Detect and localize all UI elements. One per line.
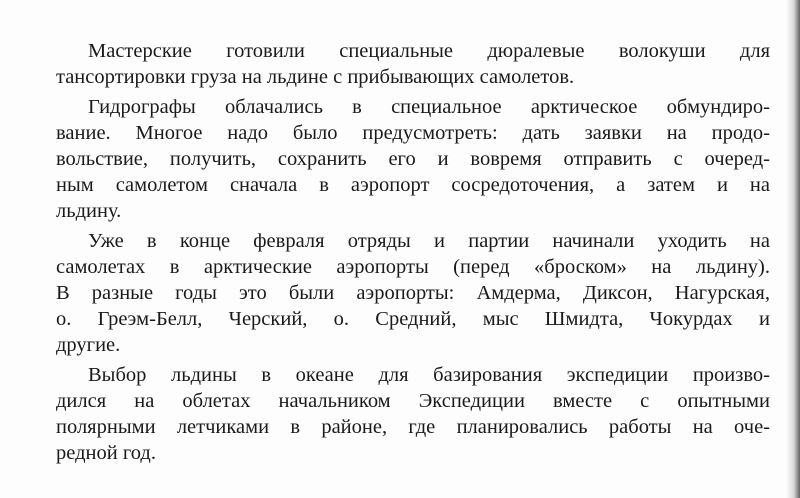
text-line: вание. Многое надо было предусмотреть: дать заявки на продо- <box>56 122 770 144</box>
text-line: Выбор льдины в океане для базирования экспедиции произво- <box>88 364 770 386</box>
text-line: Мастерские готовили специальные дюралевые волокуши для <box>88 40 770 62</box>
paragraph-3 <box>56 228 770 358</box>
text-line: другие. <box>56 334 121 356</box>
body-text <box>56 38 770 470</box>
text-line: о. Греэм-Белл, Черский, о. Средний, мыс Шмидта, Чокурдах и <box>56 308 770 330</box>
text-line: вольствие, получить, сохранить его и вовремя отправить с очеред- <box>56 148 770 170</box>
text-line: В разные годы это были аэропорты: Амдерма, Диксон, Нагурская, <box>56 282 770 304</box>
paragraph-1 <box>56 38 770 90</box>
text-line: полярными летчиками в районе, где планировались работы на оче- <box>56 416 770 438</box>
text-line: дился на облетах начальником Экспедиции вместе с опытными <box>56 390 770 412</box>
text-line: ным самолетом сначала в аэропорт сосредоточения, а затем и на <box>56 174 770 196</box>
paragraph-2 <box>56 94 770 224</box>
text-line: Уже в конце февраля отряды и партии начинали уходить на <box>88 230 770 252</box>
text-line: тансортировки груза на льдине с прибывающих самолетов. <box>56 66 575 88</box>
paragraph-4 <box>56 362 770 466</box>
text-line: льдину. <box>56 200 122 222</box>
text-line: редной год. <box>56 442 156 464</box>
text-line: Гидрографы облачались в специальное арктическое обмундиро- <box>88 96 770 118</box>
text-line: самолетах в арктические аэропорты (перед «броском» на льдину). <box>56 256 770 278</box>
page-edge-shadow <box>786 0 800 498</box>
